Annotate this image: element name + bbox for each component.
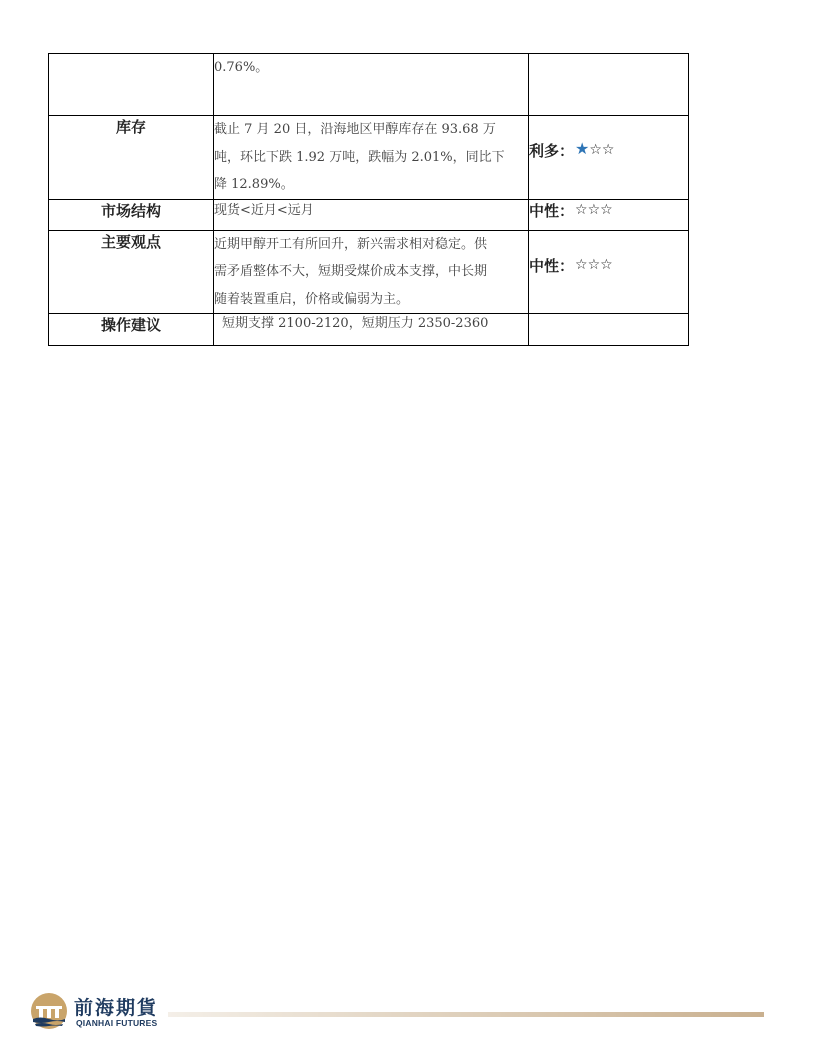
content-line: 近期甲醇开工有所回升，新兴需求相对稳定。供	[214, 236, 488, 252]
logo-chinese-text: 前海期貨	[74, 997, 159, 1019]
row-content	[214, 54, 529, 116]
company-logo	[30, 992, 160, 1030]
table-row	[49, 116, 689, 200]
row-content-inventory	[214, 116, 529, 200]
table-row	[49, 314, 689, 346]
row-label-inventory: 库存	[49, 116, 214, 200]
row-content-market-structure	[214, 199, 529, 230]
rating-label: 中性：	[529, 256, 575, 275]
rating-label: 利多：	[529, 142, 575, 160]
footer-divider	[168, 1012, 764, 1017]
content-line: 截止 7 月 20 日，沿海地区甲醇库存在 93.68 万	[214, 122, 496, 137]
row-rating-market-structure	[529, 199, 689, 230]
content-line: 随着装置重启，价格或偏弱为主。	[214, 291, 410, 307]
star-filled-icon: ★	[575, 139, 590, 158]
star-empty-icon: ☆☆	[589, 142, 615, 158]
analysis-table	[48, 53, 689, 346]
row-content-main-view	[214, 230, 529, 314]
rating-stars	[575, 139, 615, 158]
row-rating-inventory	[529, 116, 689, 200]
rating-stars	[575, 202, 613, 218]
content-line: 吨，环比下跌 1.92 万吨，跌幅为 2.01%，同比下	[214, 149, 505, 165]
content-line: 0.76%。	[214, 60, 269, 75]
content-line: 短期支撑 2100-2120，短期压力 2350-2360	[222, 316, 489, 331]
row-label-trade-advice: 操作建议	[49, 314, 214, 346]
content-line: 现货<近月<远月	[214, 202, 314, 218]
star-empty-icon: ☆☆☆	[575, 256, 613, 273]
table-row	[49, 199, 689, 230]
row-rating	[529, 54, 689, 116]
logo-english-text: QIANHAI FUTURES	[76, 1018, 158, 1028]
row-rating-main-view	[529, 230, 689, 314]
rating-stars	[575, 257, 613, 273]
star-empty-icon: ☆☆☆	[575, 201, 613, 218]
content-line: 降 12.89%。	[214, 177, 294, 192]
row-label	[49, 54, 214, 116]
table-row	[49, 230, 689, 314]
table-row	[49, 54, 689, 116]
row-content-trade-advice	[214, 314, 529, 346]
row-rating-trade-advice	[529, 314, 689, 346]
row-label-main-view: 主要观点	[49, 230, 214, 314]
qianhai-emblem-icon	[30, 992, 68, 1030]
rating-label: 中性：	[529, 201, 575, 220]
row-label-market-structure: 市场结构	[49, 199, 214, 230]
content-line: 需矛盾整体不大，短期受煤价成本支撑，中长期	[214, 264, 488, 279]
